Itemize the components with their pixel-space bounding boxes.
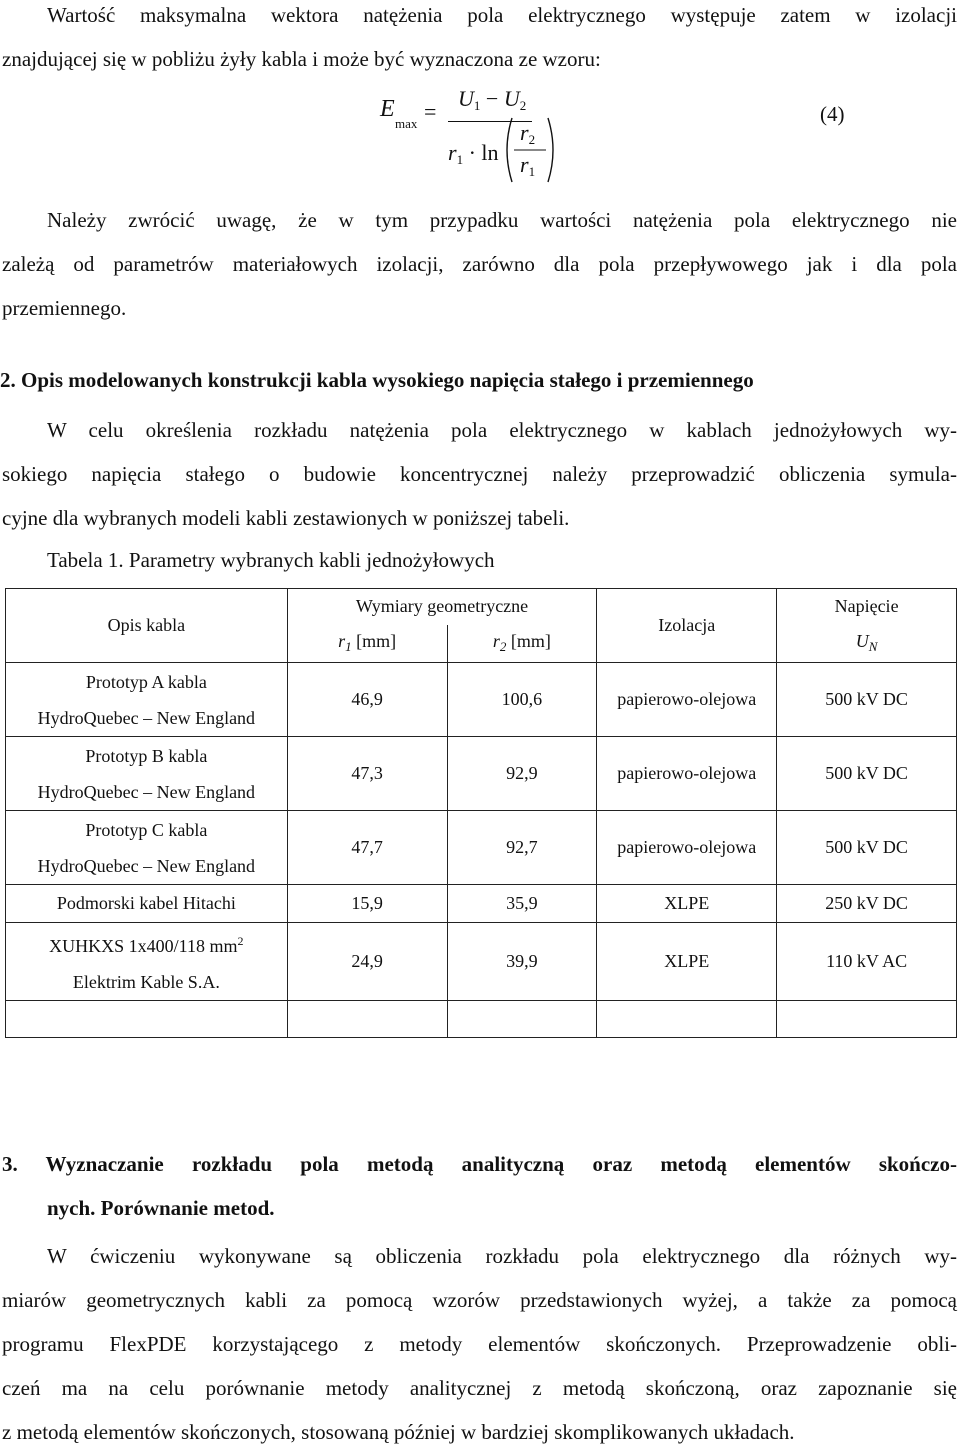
cable-parameters-table xyxy=(5,588,957,1038)
table-header-row-1 xyxy=(6,589,957,625)
row-r2: 92,7 xyxy=(447,811,597,885)
row-r1: 47,7 xyxy=(287,811,447,885)
formula-lhs-sub: max xyxy=(395,116,418,131)
row-insulation: XLPE xyxy=(597,923,777,1001)
inner-den-sub: 1 xyxy=(528,164,536,179)
inner-numerator xyxy=(520,120,535,148)
header-geom: Wymiary geometryczne xyxy=(287,589,597,625)
row-desc-line-1: Prototyp B kabla xyxy=(85,745,208,766)
formula-4 xyxy=(380,86,860,196)
formula-equals: = xyxy=(424,99,437,124)
row-desc: Podmorski kabel Hitachi xyxy=(6,885,288,923)
section-3-heading xyxy=(2,1142,957,1230)
row-r2: 39,9 xyxy=(447,923,597,1001)
row-voltage: 500 kV DC xyxy=(777,663,957,737)
inner-denominator xyxy=(520,152,535,180)
header-desc: Opis kabla xyxy=(6,589,288,663)
row-desc xyxy=(6,923,288,1001)
header-voltage: Napięcie xyxy=(777,589,957,625)
row-desc xyxy=(6,663,288,737)
row-r2: 92,9 xyxy=(447,737,597,811)
row-desc-line-1: Prototyp C kabla xyxy=(85,819,208,840)
row-desc-text: XUHKXS 1x400/118 mm xyxy=(49,936,238,956)
header-r2-sub: 2 xyxy=(499,639,507,655)
inner-num-r: r xyxy=(520,120,529,145)
num-u2-sub: 2 xyxy=(519,98,527,113)
empty-cell xyxy=(287,1001,447,1038)
den-r1: r xyxy=(448,140,457,165)
row-r1: 46,9 xyxy=(287,663,447,737)
table-caption: Tabela 1. Parametry wybranych kabli jednożyłowych xyxy=(47,548,495,572)
empty-cell xyxy=(6,1001,288,1038)
formula-parentheses xyxy=(500,116,580,186)
num-u1: U xyxy=(458,86,474,111)
table-row xyxy=(6,663,957,737)
table-row xyxy=(6,885,957,923)
s3-line-1: W ćwiczeniu wykonywane są obliczenia rozkładu pola elektrycznego dla różnych wy- xyxy=(47,1244,957,1268)
header-r1-symbol: r xyxy=(338,631,346,652)
row-insulation: papierowo-olejowa xyxy=(597,737,777,811)
table-row xyxy=(6,737,957,811)
header-r2-unit: [mm] xyxy=(506,631,551,652)
s3-line-2: miarów geometrycznych kabli za pomocą wzorów przedstawionych wyżej, a także za pomocą xyxy=(2,1288,957,1312)
row-desc-superscript: 2 xyxy=(237,934,244,948)
row-voltage: 110 kV AC xyxy=(777,923,957,1001)
section-2-heading: 2. Opis modelowanych konstrukcji kabla wysokiego napięcia stałego i przemiennego xyxy=(0,368,754,392)
row-voltage: 500 kV DC xyxy=(777,737,957,811)
row-insulation: XLPE xyxy=(597,885,777,923)
row-r1: 15,9 xyxy=(287,885,447,923)
s2-line-3: cyjne dla wybranych modeli kabli zestawionych w poniższej tabeli. xyxy=(2,506,570,530)
s3-line-5: z metodą elementów skończonych, stosowaną później w bardziej skomplikowanych układach. xyxy=(2,1420,795,1444)
formula-label: (4) xyxy=(820,102,845,126)
row-desc-line-2: HydroQuebec – New England xyxy=(37,855,256,876)
header-r1-sub: 1 xyxy=(345,639,352,655)
row-desc-line-2: HydroQuebec – New England xyxy=(37,781,256,802)
row-desc xyxy=(6,737,288,811)
s3-heading-line-2: nych. Porównanie metod. xyxy=(47,1196,275,1220)
den-r1-sub: 1 xyxy=(456,152,464,167)
den-ln: · ln xyxy=(463,140,499,165)
note-paragraph xyxy=(2,198,957,330)
intro-line-1: Wartość maksymalna wektora natężenia pola elektrycznego występuje zatem w izolacji xyxy=(47,3,957,27)
table-empty-row xyxy=(6,1001,957,1038)
s2-line-1: W celu określenia rozkładu natężenia pola elektrycznego w kablach jednożyłowych wy- xyxy=(47,418,957,442)
s3-heading-line-1: 3. Wyznaczanie rozkładu pola metodą analityczną oraz metodą elementów skończo- xyxy=(2,1152,957,1176)
row-insulation: papierowo-olejowa xyxy=(597,811,777,885)
header-un-sub: N xyxy=(868,639,878,655)
header-r2-symbol: r xyxy=(492,631,500,652)
section-3-paragraph xyxy=(2,1234,957,1454)
row-voltage: 250 kV DC xyxy=(777,885,957,923)
num-u2: U xyxy=(503,86,520,111)
row-desc xyxy=(6,811,288,885)
empty-cell xyxy=(597,1001,777,1038)
header-r1 xyxy=(287,625,447,663)
row-desc-line-2: Elektrim Kable S.A. xyxy=(72,972,220,992)
section-2-paragraph xyxy=(2,408,957,540)
note-line-2: zależą od parametrów materiałowych izolacji, zarówno dla pola przepływowego jak i dla pola xyxy=(2,252,957,276)
table-row xyxy=(6,923,957,1001)
row-r1: 47,3 xyxy=(287,737,447,811)
s2-line-2: sokiego napięcia stałego o budowie koncentrycznej należy przeprowadzić obliczenia symula- xyxy=(2,462,957,486)
header-r2 xyxy=(447,625,597,663)
header-un-symbol: U xyxy=(855,631,869,652)
empty-cell xyxy=(447,1001,597,1038)
num-minus: − xyxy=(480,86,504,111)
row-desc-line-1: Prototyp A kabla xyxy=(85,671,207,692)
empty-cell xyxy=(777,1001,957,1038)
row-desc-line-2: HydroQuebec – New England xyxy=(37,707,256,728)
row-r2: 35,9 xyxy=(447,885,597,923)
row-r1: 24,9 xyxy=(287,923,447,1001)
intro-paragraph xyxy=(2,0,957,81)
intro-line-2: znajdującej się w pobliżu żyły kabla i może być wyznaczona ze wzoru: xyxy=(2,47,601,71)
row-r2: 100,6 xyxy=(447,663,597,737)
formula-lhs: E xyxy=(380,96,395,122)
s3-line-3: programu FlexPDE korzystającego z metody elementów skończonych. Przeprowadzenie obli- xyxy=(2,1332,957,1356)
inner-num-sub: 2 xyxy=(528,132,536,147)
row-voltage: 500 kV DC xyxy=(777,811,957,885)
formula-numerator xyxy=(458,86,526,114)
s3-line-4: czeń ma na celu porównanie metody analitycznej z metodą skończoną, oraz zapoznanie się xyxy=(2,1376,957,1400)
header-un xyxy=(777,625,957,663)
note-line-1: Należy zwrócić uwagę, że w tym przypadku wartości natężenia pola elektrycznego nie xyxy=(47,208,957,232)
header-insulation: Izolacja xyxy=(597,589,777,663)
table-row xyxy=(6,811,957,885)
row-insulation: papierowo-olejowa xyxy=(597,663,777,737)
row-desc-line-1 xyxy=(8,923,285,964)
header-r1-unit: [mm] xyxy=(351,631,397,652)
note-line-3: przemiennego. xyxy=(2,296,127,320)
num-u1-sub: 1 xyxy=(473,98,481,113)
inner-den-r: r xyxy=(520,152,529,177)
